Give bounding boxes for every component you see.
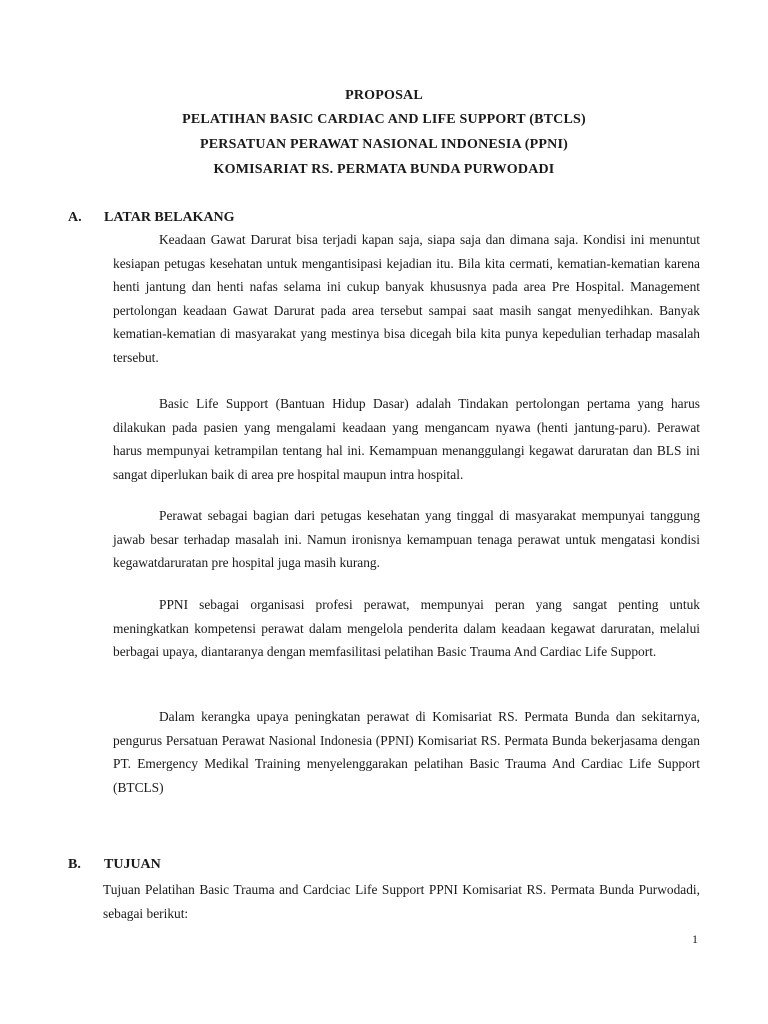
doc-title-organization: PERSATUAN PERAWAT NASIONAL INDONESIA (PPNI) (200, 137, 568, 152)
section-a-letter: A. (68, 210, 82, 225)
paragraph-background-4: PPNI sebagai organisasi profesi perawat, mempunyai peran yang sangat penting untuk meningkatkan kompetensi perawat dalam mengelola penderita dalam keadaan kegawat daruratan, melalui berbagai upaya, diantaranya dengan memfasilitasi pelatihan Basic Trauma And Cardiac Life Support. (113, 597, 700, 660)
paragraph-objectives-intro: Tujuan Pelatihan Basic Trauma and Cardciac Life Support PPNI Komisariat RS. Permata Bunda Purwodadi, sebagai berikut: (103, 882, 700, 921)
paragraph-background-2: Basic Life Support (Bantuan Hidup Dasar) adalah Tindakan pertolongan pertama yang harus dilakukan pada pasien yang mengalami keadaan yang mengancam nyawa (henti jantung-paru). Perawat harus mempunyai ketrampilan tentang hal ini. Kemampuan menanggulangi kegawat daruratan dan BLS ini sangat diperlukan baik di area pre hospital maupun intra hospital. (113, 396, 700, 482)
section-a-heading (68, 210, 235, 226)
doc-title-commissariat: KOMISARIAT RS. PERMATA BUNDA PURWODADI (213, 162, 555, 177)
page-number: 1 (692, 932, 698, 946)
section-b-letter: B. (68, 857, 81, 872)
section-b-title: TUJUAN (104, 857, 161, 872)
section-a-title: LATAR BELAKANG (104, 210, 235, 225)
paragraph-background-5: Dalam kerangka upaya peningkatan perawat di Komisariat RS. Permata Bunda dan sekitarnya, pengurus Persatuan Perawat Nasional Indonesia (PPNI) Komisariat RS. Permata Bunda bekerjasama dengan PT. Emergency Medikal Training menyelenggarakan pelatihan Basic Trauma And Cardiac Life Support (BTCLS) (113, 709, 700, 795)
paragraph-background-3: Perawat sebagai bagian dari petugas kesehatan yang tinggal di masyarakat mempunyai tanggung jawab besar terhadap masalah ini. Namun ironisnya kemampuan tenaga perawat untuk mengatasi kondisi kegawatdaruratan pre hospital juga masih kurang. (113, 508, 700, 571)
paragraph-background-1: Keadaan Gawat Darurat bisa terjadi kapan saja, siapa saja dan dimana saja. Kondisi ini menuntut kesiapan petugas kesehatan untuk mengantisipasi kejadian itu. Bila kita cermati, kematian-kematian karena henti jantung dan henti nafas selama ini cukup banyak khususnya pada area Pre Hospital. Management pertolongan keadaan Gawat Darurat pada area tersebut sampai saat masih sangat menyedihkan. Banyak kematian-kematian di masyarakat yang mestinya bisa dicegah bila kita punya kepedulian terhadap masalah tersebut. (113, 232, 700, 365)
doc-title-training: PELATIHAN BASIC CARDIAC AND LIFE SUPPORT (BTCLS) (182, 112, 586, 127)
section-b-heading (68, 857, 161, 873)
doc-title-proposal: PROPOSAL (345, 88, 423, 103)
